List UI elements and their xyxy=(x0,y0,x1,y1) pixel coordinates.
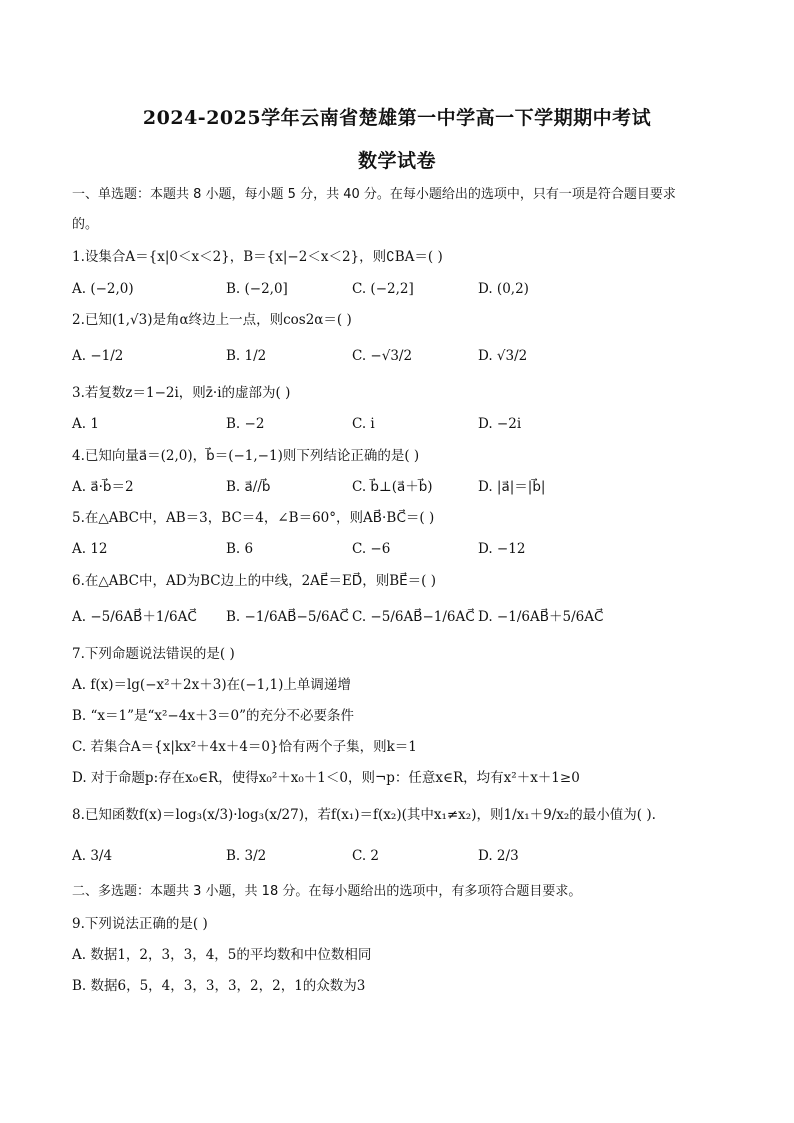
question-9-stem: 9.下列说法正确的是( ) xyxy=(72,916,208,932)
q7-item-c: C. 若集合A＝{x|kx²＋4x＋4＝0}恰有两个子集，则k＝1 xyxy=(72,739,417,755)
question-7-stem: 7.下列命题说法错误的是( ) xyxy=(72,646,235,662)
q2-option-a: A. −1/2 xyxy=(72,348,124,364)
q5-option-c: C. −6 xyxy=(352,541,391,557)
q7-item-b: B. “x＝1”是“x²−4x＋3＝0”的充分不必要条件 xyxy=(72,708,355,724)
q4-option-a: A. a⃗·b⃗＝2 xyxy=(72,479,134,495)
q8-option-b: B. 3/2 xyxy=(226,848,267,864)
q9-item-a: A. 数据1，2，3，3，4，5的平均数和中位数相同 xyxy=(72,947,372,963)
question-2-stem: 2.已知(1,√3)是角α终边上一点，则cos2α＝( ) xyxy=(72,312,352,328)
q1-option-c: C. (−2,2] xyxy=(352,281,414,297)
q6-option-a: A. −5/6AB⃗＋1/6AC⃗ xyxy=(72,609,197,625)
question-4-stem: 4.已知向量a⃗＝(2,0)，b⃗＝(−1,−1)则下列结论正确的是( ) xyxy=(72,448,420,464)
section1-heading: 一、单选题：本题共 8 小题，每小题 5 分，共 40 分。在每小题给出的选项中，只有一项是符合题目要求 xyxy=(72,187,676,202)
question-6-stem: 6.在△ABC中，AD为BC边上的中线，2AE⃗＝ED⃗，则BE⃗＝( ) xyxy=(72,573,436,589)
page-title: 2024-2025学年云南省楚雄第一中学高一下学期期中考试 xyxy=(142,107,652,129)
q7-item-a: A. f(x)＝lg(−x²＋2x＋3)在(−1,1)上单调递增 xyxy=(72,677,351,693)
section1-heading-cont: 的。 xyxy=(72,217,99,232)
q2-option-c: C. −√3/2 xyxy=(352,348,413,364)
q3-option-d: D. −2i xyxy=(478,416,522,432)
q4-option-d: D. |a⃗|＝|b⃗| xyxy=(478,479,546,495)
q4-option-c: C. b⃗⊥(a⃗＋b⃗) xyxy=(352,479,433,495)
q4-option-b: B. a⃗//b⃗ xyxy=(226,479,271,495)
q6-option-d: D. −1/6AB⃗＋5/6AC⃗ xyxy=(478,609,604,625)
q8-option-a: A. 3/4 xyxy=(72,848,113,864)
question-3-stem: 3.若复数z＝1−2i，则z̄·i的虚部为( ) xyxy=(72,385,291,401)
question-1-stem: 1.设集合A＝{x|0＜x＜2}，B＝{x|−2＜x＜2}，则∁BA＝( ) xyxy=(72,249,443,265)
q9-item-b: B. 数据6，5，4，3，3，3，2，2，1的众数为3 xyxy=(72,978,366,994)
q6-option-b: B. −1/6AB⃗−5/6AC⃗ xyxy=(226,609,349,625)
q5-option-b: B. 6 xyxy=(226,541,254,557)
q3-option-c: C. i xyxy=(352,416,375,432)
q8-option-d: D. 2/3 xyxy=(478,848,519,864)
page-subtitle: 数学试卷 xyxy=(357,150,436,172)
question-8-stem: 8.已知函数f(x)＝log₃(x/3)·log₃(x/27)，若f(x₁)＝f(x₂)(其中x₁≠x₂)，则1/x₁＋9/x₂的最小值为( ). xyxy=(72,807,656,823)
q3-option-b: B. −2 xyxy=(226,416,265,432)
q2-option-d: D. √3/2 xyxy=(478,348,528,364)
q2-option-b: B. 1/2 xyxy=(226,348,267,364)
section2-heading: 二、多选题：本题共 3 小题，共 18 分。在每小题给出的选项中，有多项符合题目要求。 xyxy=(72,884,582,899)
q1-option-a: A. (−2,0) xyxy=(72,281,134,297)
q3-option-a: A. 1 xyxy=(72,416,99,432)
q5-option-d: D. −12 xyxy=(478,541,526,557)
q1-option-b: B. (−2,0] xyxy=(226,281,288,297)
q1-option-d: D. (0,2) xyxy=(478,281,529,297)
q7-item-d: D. 对于命题p:存在x₀∈R，使得x₀²＋x₀＋1＜0，则¬p：任意x∈R，均有x²＋x＋1≥0 xyxy=(72,770,580,786)
q6-option-c: C. −5/6AB⃗−1/6AC⃗ xyxy=(352,609,475,625)
question-5-stem: 5.在△ABC中，AB＝3，BC＝4，∠B＝60°，则AB⃗·BC⃗＝( ) xyxy=(72,510,435,526)
q5-option-a: A. 12 xyxy=(72,541,108,557)
q8-option-c: C. 2 xyxy=(352,848,380,864)
